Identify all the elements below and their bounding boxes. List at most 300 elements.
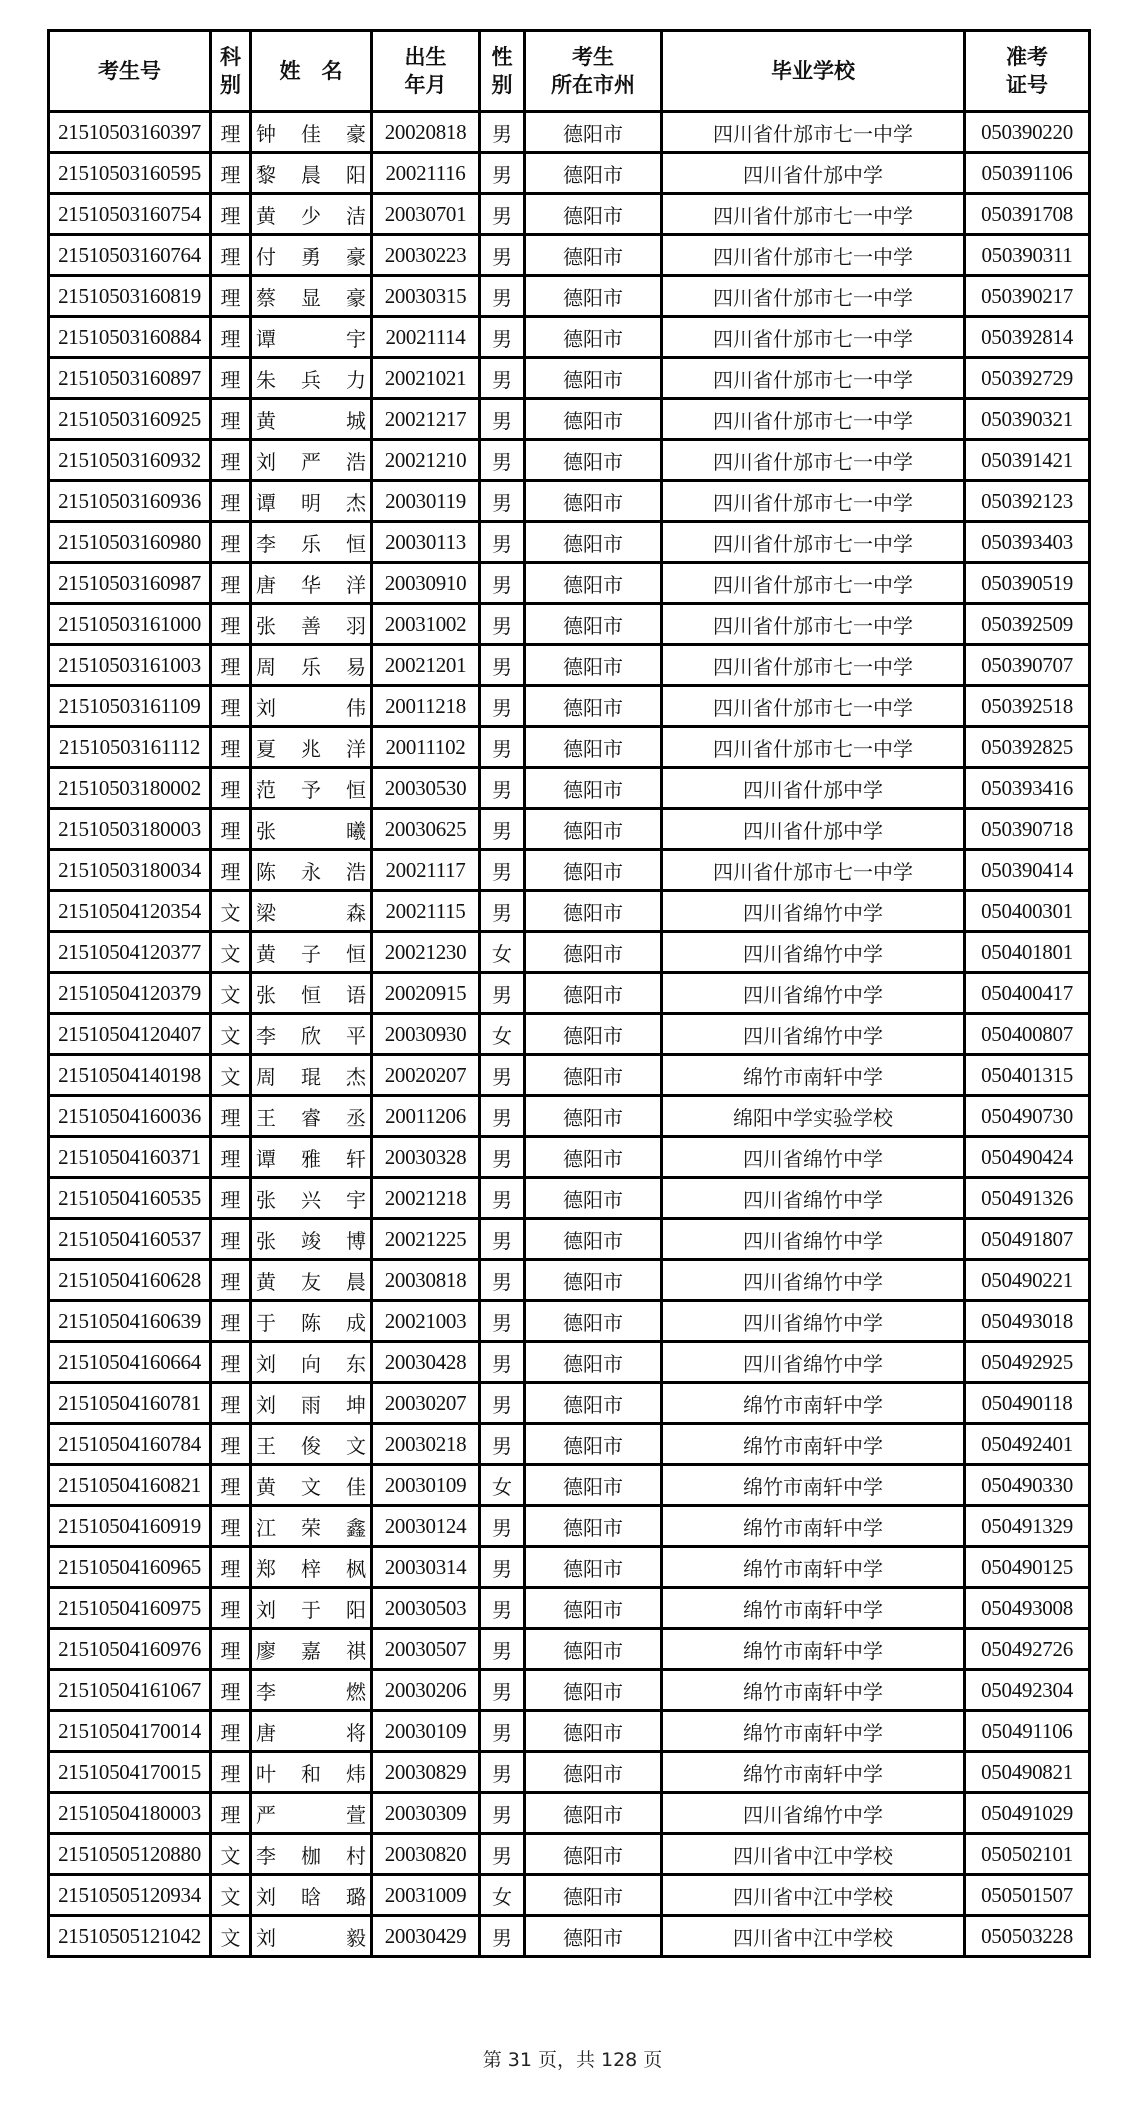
cell-ticket-number: 050491329 <box>965 1506 1090 1547</box>
cell-subject: 理 <box>211 1711 251 1752</box>
table-row <box>49 112 1090 153</box>
cell-school: 四川省什邡市七一中学 <box>662 194 965 235</box>
student-name: 陈永浩 <box>256 859 366 884</box>
cell-name <box>251 727 372 768</box>
cell-ticket-number: 050400301 <box>965 891 1090 932</box>
cell-birth-date: 20021003 <box>372 1301 480 1342</box>
cell-birth-date: 20030910 <box>372 563 480 604</box>
cell-name <box>251 440 372 481</box>
cell-name <box>251 399 372 440</box>
cell-ticket-number: 050401801 <box>965 932 1090 973</box>
cell-ticket-number: 050490221 <box>965 1260 1090 1301</box>
table-row <box>49 645 1090 686</box>
cell-birth-date: 20030113 <box>372 522 480 563</box>
student-name: 蔡显豪 <box>256 285 366 310</box>
cell-name <box>251 1711 372 1752</box>
cell-ticket-number: 050391106 <box>965 153 1090 194</box>
cell-birth-date: 20030428 <box>372 1342 480 1383</box>
student-name: 李枷村 <box>256 1843 366 1868</box>
cell-school: 四川省绵竹中学 <box>662 1342 965 1383</box>
cell-city: 德阳市 <box>525 194 662 235</box>
cell-name <box>251 1178 372 1219</box>
cell-exam-id: 21510503160595 <box>49 153 211 194</box>
cell-ticket-number: 050490330 <box>965 1465 1090 1506</box>
cell-gender: 男 <box>480 1096 525 1137</box>
cell-school: 四川省绵竹中学 <box>662 1260 965 1301</box>
cell-subject: 理 <box>211 1793 251 1834</box>
cell-city: 德阳市 <box>525 1424 662 1465</box>
cell-ticket-number: 050492925 <box>965 1342 1090 1383</box>
table-body <box>49 112 1090 1957</box>
table-row <box>49 1219 1090 1260</box>
student-name: 周乐易 <box>256 654 366 679</box>
student-name: 钟佳豪 <box>256 121 366 146</box>
cell-ticket-number: 050492401 <box>965 1424 1090 1465</box>
student-name: 付勇豪 <box>256 244 366 269</box>
cell-exam-id: 21510503160987 <box>49 563 211 604</box>
cell-ticket-number: 050490424 <box>965 1137 1090 1178</box>
cell-birth-date: 20011218 <box>372 686 480 727</box>
cell-ticket-number: 050491029 <box>965 1793 1090 1834</box>
cell-birth-date: 20030314 <box>372 1547 480 1588</box>
cell-name <box>251 1055 372 1096</box>
student-name: 张竣博 <box>256 1228 366 1253</box>
cell-birth-date: 20021114 <box>372 317 480 358</box>
cell-school: 绵竹市南轩中学 <box>662 1588 965 1629</box>
cell-subject: 文 <box>211 891 251 932</box>
page-number: 第 31 页，共 128 页 <box>482 2049 663 2071</box>
cell-birth-date: 20030315 <box>372 276 480 317</box>
cell-name <box>251 153 372 194</box>
student-name: 梁森 <box>256 900 366 925</box>
cell-birth-date: 20030309 <box>372 1793 480 1834</box>
cell-name <box>251 1670 372 1711</box>
cell-gender: 男 <box>480 1137 525 1178</box>
cell-school: 四川省什邡中学 <box>662 768 965 809</box>
cell-birth-date: 20021230 <box>372 932 480 973</box>
header-ticket: 准考 证号 <box>965 31 1090 112</box>
student-name: 黄少洁 <box>256 203 366 228</box>
cell-ticket-number: 050392729 <box>965 358 1090 399</box>
table-row <box>49 1424 1090 1465</box>
cell-subject: 文 <box>211 932 251 973</box>
table-row <box>49 809 1090 850</box>
cell-name <box>251 604 372 645</box>
cell-gender: 男 <box>480 809 525 850</box>
cell-subject: 理 <box>211 112 251 153</box>
cell-gender: 男 <box>480 235 525 276</box>
cell-school: 四川省什邡中学 <box>662 809 965 850</box>
cell-birth-date: 20030109 <box>372 1465 480 1506</box>
cell-exam-id: 21510504160976 <box>49 1629 211 1670</box>
cell-gender: 男 <box>480 1506 525 1547</box>
cell-exam-id: 21510505120880 <box>49 1834 211 1875</box>
cell-city: 德阳市 <box>525 1096 662 1137</box>
cell-city: 德阳市 <box>525 440 662 481</box>
cell-name <box>251 1916 372 1957</box>
cell-gender: 男 <box>480 1834 525 1875</box>
cell-name <box>251 276 372 317</box>
cell-exam-id: 21510503160925 <box>49 399 211 440</box>
cell-exam-id: 21510504170015 <box>49 1752 211 1793</box>
cell-name <box>251 1014 372 1055</box>
header-school: 毕业学校 <box>662 31 965 112</box>
cell-gender: 男 <box>480 604 525 645</box>
cell-ticket-number: 050390707 <box>965 645 1090 686</box>
cell-school: 四川省什邡市七一中学 <box>662 645 965 686</box>
cell-subject: 文 <box>211 1875 251 1916</box>
cell-exam-id: 21510503161112 <box>49 727 211 768</box>
cell-birth-date: 20031002 <box>372 604 480 645</box>
cell-ticket-number: 050491807 <box>965 1219 1090 1260</box>
student-name: 朱兵力 <box>256 367 366 392</box>
cell-name <box>251 850 372 891</box>
student-name: 李燃 <box>256 1679 366 1704</box>
cell-gender: 男 <box>480 727 525 768</box>
table-row <box>49 1055 1090 1096</box>
cell-name <box>251 194 372 235</box>
table-row <box>49 1875 1090 1916</box>
cell-ticket-number: 050390321 <box>965 399 1090 440</box>
cell-city: 德阳市 <box>525 850 662 891</box>
cell-school: 四川省什邡市七一中学 <box>662 850 965 891</box>
cell-school: 绵竹市南轩中学 <box>662 1711 965 1752</box>
table-row <box>49 235 1090 276</box>
student-name: 李乐恒 <box>256 531 366 556</box>
cell-gender: 男 <box>480 1752 525 1793</box>
cell-exam-id: 21510503180034 <box>49 850 211 891</box>
cell-exam-id: 21510504160821 <box>49 1465 211 1506</box>
cell-school: 四川省什邡市七一中学 <box>662 563 965 604</box>
cell-birth-date: 20030818 <box>372 1260 480 1301</box>
cell-gender: 女 <box>480 1875 525 1916</box>
cell-school: 四川省绵竹中学 <box>662 1137 965 1178</box>
cell-ticket-number: 050493008 <box>965 1588 1090 1629</box>
cell-exam-id: 21510504161067 <box>49 1670 211 1711</box>
cell-city: 德阳市 <box>525 645 662 686</box>
cell-school: 四川省什邡市七一中学 <box>662 481 965 522</box>
cell-birth-date: 20021116 <box>372 153 480 194</box>
cell-subject: 理 <box>211 1301 251 1342</box>
cell-exam-id: 21510504160975 <box>49 1588 211 1629</box>
cell-name <box>251 563 372 604</box>
cell-name <box>251 1342 372 1383</box>
cell-name <box>251 686 372 727</box>
cell-gender: 男 <box>480 276 525 317</box>
cell-subject: 理 <box>211 1219 251 1260</box>
cell-birth-date: 20030206 <box>372 1670 480 1711</box>
cell-school: 绵竹市南轩中学 <box>662 1629 965 1670</box>
student-name: 于陈成 <box>256 1310 366 1335</box>
cell-exam-id: 21510505120934 <box>49 1875 211 1916</box>
cell-subject: 理 <box>211 563 251 604</box>
cell-school: 绵竹市南轩中学 <box>662 1055 965 1096</box>
cell-school: 四川省什邡市七一中学 <box>662 440 965 481</box>
cell-name <box>251 645 372 686</box>
cell-school: 绵竹市南轩中学 <box>662 1383 965 1424</box>
cell-birth-date: 20030223 <box>372 235 480 276</box>
cell-name <box>251 1260 372 1301</box>
cell-subject: 理 <box>211 399 251 440</box>
cell-school: 四川省中江中学校 <box>662 1834 965 1875</box>
cell-school: 四川省什邡市七一中学 <box>662 522 965 563</box>
header-exam-id: 考生号 <box>49 31 211 112</box>
cell-name <box>251 1875 372 1916</box>
cell-gender: 男 <box>480 1383 525 1424</box>
table-row <box>49 973 1090 1014</box>
table-row <box>49 1711 1090 1752</box>
cell-subject: 理 <box>211 1096 251 1137</box>
cell-city: 德阳市 <box>525 604 662 645</box>
cell-exam-id: 21510504160535 <box>49 1178 211 1219</box>
cell-name <box>251 1629 372 1670</box>
cell-subject: 理 <box>211 358 251 399</box>
cell-gender: 男 <box>480 1424 525 1465</box>
cell-city: 德阳市 <box>525 112 662 153</box>
table-row <box>49 481 1090 522</box>
cell-city: 德阳市 <box>525 1219 662 1260</box>
cell-ticket-number: 050390414 <box>965 850 1090 891</box>
cell-exam-id: 21510503161109 <box>49 686 211 727</box>
cell-school: 绵竹市南轩中学 <box>662 1670 965 1711</box>
cell-city: 德阳市 <box>525 1834 662 1875</box>
cell-exam-id: 21510504180003 <box>49 1793 211 1834</box>
student-name: 黄子恒 <box>256 941 366 966</box>
cell-subject: 理 <box>211 604 251 645</box>
table-row <box>49 1506 1090 1547</box>
cell-gender: 男 <box>480 1055 525 1096</box>
table-row <box>49 932 1090 973</box>
cell-name <box>251 1465 372 1506</box>
cell-school: 四川省绵竹中学 <box>662 1014 965 1055</box>
cell-city: 德阳市 <box>525 727 662 768</box>
cell-school: 绵阳中学实验学校 <box>662 1096 965 1137</box>
cell-birth-date: 20011206 <box>372 1096 480 1137</box>
cell-city: 德阳市 <box>525 1547 662 1588</box>
cell-ticket-number: 050503228 <box>965 1916 1090 1957</box>
cell-subject: 理 <box>211 1670 251 1711</box>
cell-city: 德阳市 <box>525 276 662 317</box>
cell-name <box>251 1588 372 1629</box>
table-row <box>49 194 1090 235</box>
cell-name <box>251 1752 372 1793</box>
table-row <box>49 1383 1090 1424</box>
cell-exam-id: 21510503160754 <box>49 194 211 235</box>
cell-exam-id: 21510504120377 <box>49 932 211 973</box>
cell-subject: 理 <box>211 522 251 563</box>
table-row <box>49 604 1090 645</box>
cell-city: 德阳市 <box>525 1629 662 1670</box>
cell-city: 德阳市 <box>525 1875 662 1916</box>
cell-gender: 男 <box>480 1547 525 1588</box>
cell-gender: 男 <box>480 1711 525 1752</box>
cell-school: 四川省什邡市七一中学 <box>662 112 965 153</box>
cell-name <box>251 1506 372 1547</box>
cell-school: 绵竹市南轩中学 <box>662 1465 965 1506</box>
cell-school: 四川省绵竹中学 <box>662 1793 965 1834</box>
cell-gender: 男 <box>480 973 525 1014</box>
cell-gender: 女 <box>480 1465 525 1506</box>
cell-birth-date: 20030507 <box>372 1629 480 1670</box>
student-name: 周琨杰 <box>256 1064 366 1089</box>
cell-gender: 男 <box>480 768 525 809</box>
cell-subject: 理 <box>211 1506 251 1547</box>
table-row <box>49 727 1090 768</box>
cell-city: 德阳市 <box>525 1383 662 1424</box>
cell-city: 德阳市 <box>525 1588 662 1629</box>
cell-exam-id: 21510503160932 <box>49 440 211 481</box>
student-name: 王俊文 <box>256 1433 366 1458</box>
cell-gender: 男 <box>480 686 525 727</box>
table-row <box>49 1465 1090 1506</box>
cell-city: 德阳市 <box>525 235 662 276</box>
cell-name <box>251 809 372 850</box>
cell-school: 四川省什邡市七一中学 <box>662 686 965 727</box>
table-row <box>49 1096 1090 1137</box>
cell-city: 德阳市 <box>525 1711 662 1752</box>
cell-exam-id: 21510504120407 <box>49 1014 211 1055</box>
cell-gender: 男 <box>480 645 525 686</box>
cell-gender: 男 <box>480 317 525 358</box>
cell-city: 德阳市 <box>525 1014 662 1055</box>
student-name: 张兴宇 <box>256 1187 366 1212</box>
cell-ticket-number: 050390220 <box>965 112 1090 153</box>
cell-subject: 理 <box>211 317 251 358</box>
cell-ticket-number: 050400807 <box>965 1014 1090 1055</box>
cell-subject: 文 <box>211 1014 251 1055</box>
cell-city: 德阳市 <box>525 1670 662 1711</box>
table-row <box>49 768 1090 809</box>
cell-subject: 理 <box>211 645 251 686</box>
cell-ticket-number: 050493018 <box>965 1301 1090 1342</box>
table-row <box>49 891 1090 932</box>
cell-ticket-number: 050393403 <box>965 522 1090 563</box>
student-name: 刘晗璐 <box>256 1884 366 1909</box>
table-row <box>49 317 1090 358</box>
cell-name <box>251 973 372 1014</box>
cell-subject: 理 <box>211 686 251 727</box>
cell-ticket-number: 050502101 <box>965 1834 1090 1875</box>
student-name: 刘伟 <box>256 695 366 720</box>
cell-subject: 理 <box>211 1342 251 1383</box>
cell-gender: 男 <box>480 1219 525 1260</box>
table-row <box>49 686 1090 727</box>
table-row <box>49 1014 1090 1055</box>
cell-name <box>251 932 372 973</box>
cell-birth-date: 20031009 <box>372 1875 480 1916</box>
cell-birth-date: 20021210 <box>372 440 480 481</box>
cell-ticket-number: 050392814 <box>965 317 1090 358</box>
cell-subject: 理 <box>211 1383 251 1424</box>
table-row <box>49 1916 1090 1957</box>
cell-exam-id: 21510503160884 <box>49 317 211 358</box>
cell-birth-date: 20030701 <box>372 194 480 235</box>
student-name: 黎晨阳 <box>256 162 366 187</box>
cell-subject: 文 <box>211 1916 251 1957</box>
cell-birth-date: 20030820 <box>372 1834 480 1875</box>
cell-ticket-number: 050490125 <box>965 1547 1090 1588</box>
cell-exam-id: 21510504120354 <box>49 891 211 932</box>
cell-city: 德阳市 <box>525 686 662 727</box>
cell-city: 德阳市 <box>525 1178 662 1219</box>
cell-subject: 文 <box>211 973 251 1014</box>
cell-birth-date: 20020818 <box>372 112 480 153</box>
cell-birth-date: 20030930 <box>372 1014 480 1055</box>
cell-city: 德阳市 <box>525 1465 662 1506</box>
student-name: 谭宇 <box>256 326 366 351</box>
cell-birth-date: 20030429 <box>372 1916 480 1957</box>
cell-ticket-number: 050392509 <box>965 604 1090 645</box>
cell-subject: 理 <box>211 276 251 317</box>
cell-exam-id: 21510504170014 <box>49 1711 211 1752</box>
cell-school: 绵竹市南轩中学 <box>662 1752 965 1793</box>
cell-subject: 理 <box>211 1547 251 1588</box>
cell-exam-id: 21510504120379 <box>49 973 211 1014</box>
cell-birth-date: 20030207 <box>372 1383 480 1424</box>
cell-birth-date: 20011102 <box>372 727 480 768</box>
student-name: 张善羽 <box>256 613 366 638</box>
cell-subject: 理 <box>211 1137 251 1178</box>
cell-birth-date: 20021201 <box>372 645 480 686</box>
student-name: 黄文佳 <box>256 1474 366 1499</box>
cell-subject: 文 <box>211 1834 251 1875</box>
cell-school: 绵竹市南轩中学 <box>662 1547 965 1588</box>
cell-birth-date: 20030124 <box>372 1506 480 1547</box>
cell-exam-id: 21510504160639 <box>49 1301 211 1342</box>
cell-city: 德阳市 <box>525 973 662 1014</box>
cell-ticket-number: 050391708 <box>965 194 1090 235</box>
table-row <box>49 1588 1090 1629</box>
cell-school: 四川省绵竹中学 <box>662 973 965 1014</box>
cell-gender: 男 <box>480 1178 525 1219</box>
cell-city: 德阳市 <box>525 1137 662 1178</box>
cell-name <box>251 1547 372 1588</box>
cell-name <box>251 891 372 932</box>
cell-exam-id: 21510503180002 <box>49 768 211 809</box>
cell-school: 绵竹市南轩中学 <box>662 1424 965 1465</box>
cell-subject: 理 <box>211 1588 251 1629</box>
cell-birth-date: 20030625 <box>372 809 480 850</box>
student-name: 刘向东 <box>256 1351 366 1376</box>
table-row <box>49 399 1090 440</box>
cell-birth-date: 20021225 <box>372 1219 480 1260</box>
cell-birth-date: 20020207 <box>372 1055 480 1096</box>
cell-city: 德阳市 <box>525 768 662 809</box>
cell-exam-id: 21510504160784 <box>49 1424 211 1465</box>
student-name: 唐将 <box>256 1720 366 1745</box>
cell-birth-date: 20021217 <box>372 399 480 440</box>
cell-city: 德阳市 <box>525 891 662 932</box>
table-row <box>49 1670 1090 1711</box>
cell-school: 四川省什邡市七一中学 <box>662 317 965 358</box>
table-row <box>49 1793 1090 1834</box>
cell-gender: 男 <box>480 194 525 235</box>
table-row <box>49 1178 1090 1219</box>
cell-name <box>251 112 372 153</box>
student-name: 刘于阳 <box>256 1597 366 1622</box>
cell-name <box>251 317 372 358</box>
cell-subject: 文 <box>211 1055 251 1096</box>
cell-ticket-number: 050390311 <box>965 235 1090 276</box>
table-row <box>49 1137 1090 1178</box>
cell-birth-date: 20021218 <box>372 1178 480 1219</box>
student-name: 郑梓枫 <box>256 1556 366 1581</box>
cell-gender: 男 <box>480 563 525 604</box>
cell-name <box>251 1383 372 1424</box>
cell-subject: 理 <box>211 768 251 809</box>
cell-ticket-number: 050390217 <box>965 276 1090 317</box>
header-gender: 性 别 <box>480 31 525 112</box>
